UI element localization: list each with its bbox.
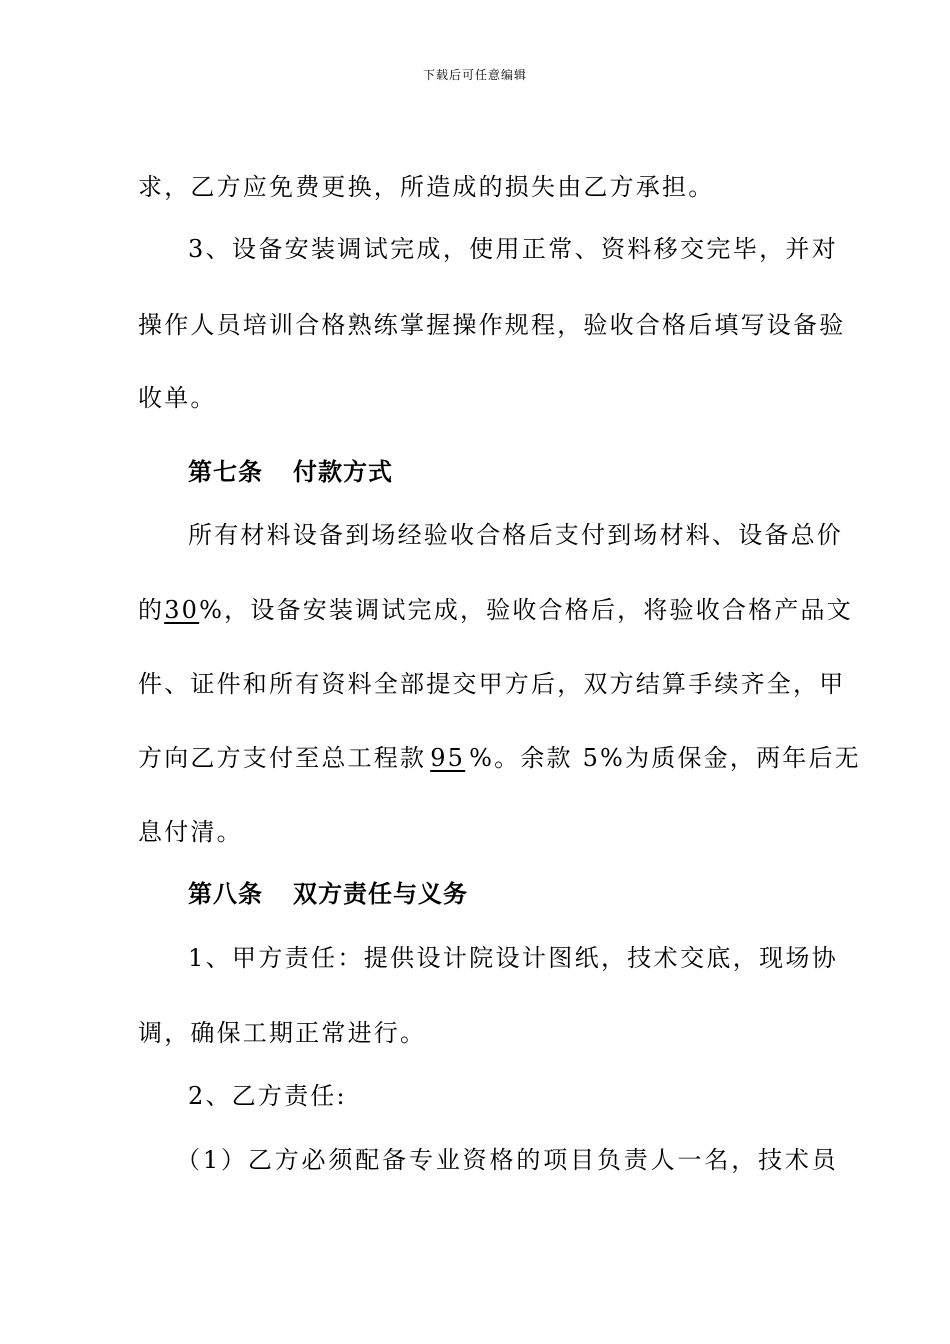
paragraph-line: 件、证件和所有资料全部提交甲方后，双方结算手续齐全，甲 [138,670,846,698]
paragraph-line: 调，确保工期正常进行。 [138,1019,427,1047]
text-span: 的 [138,596,165,624]
paragraph-line: 2、乙方责任: [188,1082,347,1110]
paragraph-line: 求，乙方应免费更换，所造成的损失由乙方承担。 [138,173,715,201]
paragraph-line [138,741,861,775]
paragraph-line [138,593,853,627]
article-heading [188,877,838,911]
paragraph-line: 3、设备安装调试完成，使用正常、资料移交完毕，并对 [188,235,838,263]
article-heading [188,455,838,489]
paragraph-line: 操作人员培训合格熟练掌握操作规程，验收合格后填写设备验 [138,311,846,339]
paragraph-line: 所有材料设备到场经验收合格后支付到场材料、设备总价 [188,521,843,549]
paragraph-line: 收单。 [138,384,217,412]
paragraph-line: 息付清。 [138,818,243,846]
article-number: 第七条 [188,457,263,486]
paragraph-line: 1、甲方责任：提供设计院设计图纸，技术交底，现场协 [188,944,838,972]
percent-value: 30 [164,596,200,624]
text-span: 方向乙方支付至总工程款 [138,744,427,772]
header-note: 下载后可任意编辑 [422,68,527,82]
text-span: %，设备安装调试完成，验收合格后，将验收合格产品文 [199,596,853,624]
article-number: 第八条 [188,879,263,908]
percent-value: 95 [430,744,466,772]
text-span: %。余款 5%为质保金，两年后无 [469,744,861,772]
article-title: 付款方式 [293,457,393,486]
article-title: 双方责任与义务 [293,879,468,908]
paragraph-line: （1）乙方必须配备专业资格的项目负责人一名，技术员 [176,1146,838,1174]
